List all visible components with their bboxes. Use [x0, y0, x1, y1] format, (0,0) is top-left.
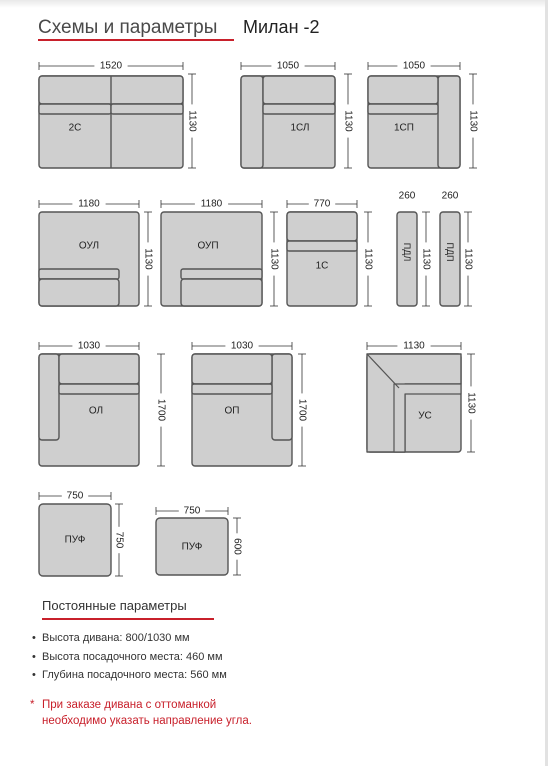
dim-label-width: 1520 [99, 60, 123, 72]
dim-label-width: 260 [398, 190, 416, 202]
dim-label-depth: 750 [113, 531, 125, 549]
bullet-icon: • [32, 669, 36, 681]
constant-params-title: Постоянные параметры [42, 598, 187, 613]
module-label: ПДЛ [402, 242, 412, 262]
dim-label-width: 1030 [77, 340, 101, 352]
dim-label-depth: 1130 [465, 392, 477, 414]
param-sofa-height: • Высота дивана: 800/1030 мм [32, 632, 190, 644]
module-oul [39, 198, 154, 306]
module-label: ОУП [197, 240, 219, 252]
dim-label-width: 1180 [200, 198, 223, 210]
dim-label-depth: 1130 [467, 110, 479, 132]
module-1cp [368, 60, 479, 168]
module-label: УС [418, 410, 432, 422]
module-backrest [287, 212, 357, 241]
dim-label-depth: 1130 [142, 248, 154, 270]
constant-params-underline [42, 618, 214, 620]
module-pdl [394, 190, 432, 306]
module-pdp [437, 190, 474, 306]
module-puf-600 [156, 505, 243, 575]
module-2c [39, 60, 198, 168]
dim-label-depth: 1130 [268, 248, 280, 270]
dim-label-width: 1130 [403, 340, 425, 352]
seat-cushion [111, 104, 183, 114]
param-seat-height: • Высота посадочного места: 460 мм [32, 651, 223, 663]
dim-label-depth: 1700 [155, 398, 167, 422]
bullet-icon: • [32, 651, 36, 663]
module-lower-section [181, 279, 262, 306]
module-label: 1С [315, 260, 329, 272]
dim-label-depth: 1130 [462, 248, 474, 270]
module-label: 1СП [394, 122, 414, 134]
module-armrest [438, 76, 460, 168]
module-1cl [241, 60, 354, 168]
module-label: ПУФ [64, 534, 86, 546]
dim-label-width: 750 [183, 505, 201, 517]
module-lower-section [39, 279, 119, 306]
note-text: При заказе дивана с оттоманкой необходимо указать направление угла. [42, 699, 252, 727]
module-label: 1СЛ [290, 122, 310, 134]
seat-cushion [39, 269, 119, 279]
module-armrest [272, 354, 292, 440]
seat-cushion [368, 104, 438, 114]
note-asterisk: * [30, 699, 35, 711]
module-ol [39, 340, 167, 466]
dim-label-depth: 1700 [296, 398, 308, 422]
module-puf-750 [39, 490, 125, 576]
dim-label-width: 1050 [276, 60, 300, 72]
module-armrest [39, 354, 59, 440]
module-label: ПДП [445, 242, 455, 262]
module-label: ОУЛ [78, 240, 100, 252]
seat-cushion [287, 241, 357, 251]
seat-cushion [263, 104, 335, 114]
dim-label-depth: 600 [231, 538, 243, 555]
seat-cushion [181, 269, 262, 279]
module-op [192, 340, 308, 466]
seat-cushion [39, 104, 111, 114]
dim-label-width: 750 [66, 490, 84, 502]
dim-label-width: 1030 [230, 340, 254, 352]
dim-label-depth: 1130 [186, 110, 198, 132]
dim-label-width: 1050 [402, 60, 426, 72]
module-backrest [368, 76, 438, 104]
dim-label-width: 770 [313, 198, 331, 210]
dim-label-depth: 1130 [362, 248, 374, 270]
model-name: Милан -2 [243, 17, 320, 37]
module-label: 2С [68, 122, 82, 134]
param-seat-depth: • Глубина посадочного места: 560 мм [32, 669, 227, 681]
module-us [367, 340, 477, 452]
dim-label-depth: 1130 [342, 110, 354, 132]
module-backrest [263, 76, 335, 104]
dim-label-width: 1180 [78, 198, 100, 210]
module-label: ОП [224, 405, 240, 417]
seat-cushion [192, 384, 272, 394]
module-1c [287, 198, 374, 306]
module-label: ОЛ [88, 405, 104, 417]
module-backrest [59, 354, 139, 384]
module-oup [161, 198, 280, 306]
bullet-icon: • [32, 632, 36, 644]
dim-label-depth: 1130 [420, 248, 432, 270]
module-label: ПУФ [181, 541, 203, 553]
dim-label-width: 260 [441, 190, 459, 202]
seat-cushion [59, 384, 139, 394]
module-backrest [192, 354, 272, 384]
module-armrest [241, 76, 263, 168]
page-title: Схемы и параметры [38, 17, 218, 38]
